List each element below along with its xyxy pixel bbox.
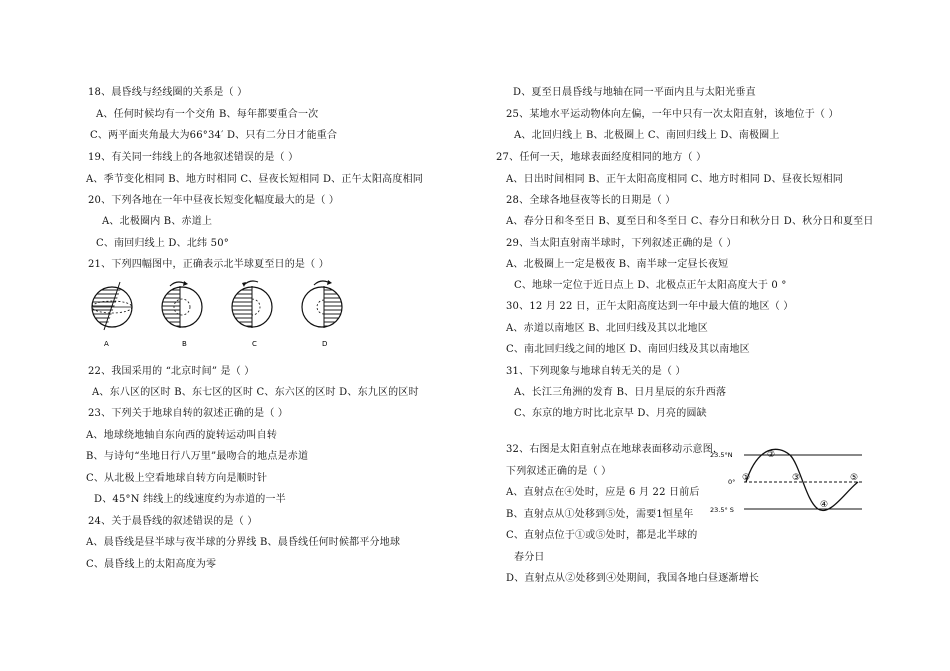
question-28-options: A、春分日和冬至日 B、夏至日和冬至日 C、春分日和秋分日 D、秋分日和夏至日 [506, 216, 874, 227]
question-29-options-ab: A、北极圈上一定是极夜 B、南半球一定昼长夜短 [506, 259, 729, 270]
question-27-options: A、日出时间相同 B、正午太阳高度相同 C、地方时相同 D、昼夜长短相同 [506, 174, 843, 185]
question-32-stem: 下列叙述正确的是（ ） [506, 466, 612, 477]
question-32-option-c-cont: 春分日 [514, 552, 545, 563]
question-22: 22、我国采用的 “北京时间” 是（ ） [88, 366, 255, 377]
point-4-label: ④ [820, 500, 829, 510]
figure-label-b: B [182, 340, 187, 348]
question-23: 23、下列关于地球自转的叙述正确的是（ ） [88, 408, 289, 419]
question-23-option-a: A、地球绕地轴自东向西的旋转运动叫自转 [86, 430, 278, 441]
latitude-north-label: 23.5°N [710, 451, 733, 459]
figure-b-globe [162, 281, 202, 330]
figure-a-globe [86, 280, 132, 340]
question-29: 29、当太阳直射南半球时，下列叙述正确的是（ ） [506, 238, 737, 249]
question-24: 24、关于晨昏线的叙述错误的是（ ） [88, 516, 258, 527]
question-25-options: A、北回归线上 B、北极圈上 C、南回归线上 D、南极圈上 [514, 130, 780, 141]
question-30-options-cd: C、南北回归线之间的地区 D、南回归线及其以南地区 [506, 344, 750, 355]
question-20-options-ab: A、北极圈内 B、赤道上 [102, 216, 213, 227]
question-32-option-a: A、直射点在④处时，应是 6 月 22 日前后 [506, 487, 700, 498]
point-3-label: ③ [792, 473, 801, 483]
question-21-figures [86, 280, 356, 348]
question-23-option-c: C、从北极上空看地球自转方向是顺时针 [86, 473, 268, 484]
question-32: 32、右图是太阳直射点在地球表面移动示意图， [506, 444, 724, 455]
question-24-option-d: D、夏至日晨昏线与地轴在同一平面内且与太阳光垂直 [513, 87, 756, 98]
question-31-options-cd: C、东京的地方时比北京早 D、月亮的圆缺 [514, 408, 707, 419]
question-32-option-b: B、直射点从①处移到⑤处，需要1恒星年 [506, 509, 694, 520]
latitude-south-label: 23.5° S [710, 506, 734, 514]
question-29-options-cd: C、地球一定位于近日点上 D、北极点正午太阳高度大于 0 ° [514, 280, 787, 291]
question-23-option-d: D、45°N 纬线上的线速度约为赤道的一半 [94, 494, 286, 505]
question-31-options-ab: A、长江三角洲的发育 B、日月星辰的东升西落 [514, 387, 727, 398]
question-20: 20、下列各地在一年中昼夜长短变化幅度最大的是（ ） [88, 195, 340, 206]
question-20-options-cd: C、南回归线上 D、北纬 50° [96, 238, 229, 249]
question-27: 27、任何一天，地球表面经度相同的地方（ ） [496, 152, 707, 163]
question-30-options-ab: A、赤道以南地区 B、北回归线及其以北地区 [506, 323, 708, 334]
figure-label-a: A [104, 340, 109, 348]
question-24-option-c: C、晨昏线上的太阳高度为零 [86, 559, 217, 570]
question-25: 25、某地水平运动物体向左偏，一年中只有一次太阳直射，该地位于（ ） [506, 109, 839, 120]
question-18: 18、晨昏线与经线圈的关系是（ ） [88, 87, 248, 98]
question-30: 30、12 月 22 日，正午太阳高度达到一年中最大值的地区（ ） [506, 301, 794, 312]
question-18-options-ab: A、任何时候均有一个交角 B、每年都要重合一次 [96, 109, 319, 120]
question-28: 28、全球各地昼夜等长的日期是（ ） [506, 195, 676, 206]
question-21: 21、下列四幅图中，正确表示北半球夏至日的是（ ） [88, 259, 329, 270]
point-5-label: ⑤ [850, 473, 859, 483]
question-24-options-ab: A、晨昏线是昼半球与夜半球的分界线 B、晨昏线任何时候都平分地球 [86, 537, 401, 548]
figure-d-globe [302, 280, 344, 330]
question-18-options-cd: C、两平面夹角最大为66°34′ D、只有二分日才能重合 [90, 130, 338, 141]
question-31: 31、下列现象与地球自转无关的是（ ） [506, 366, 686, 377]
equator-label: 0° [728, 478, 736, 486]
question-32-option-c: C、直射点位于①或⑤处时，都是北半球的 [506, 530, 698, 541]
figure-label-d: D [322, 340, 328, 348]
question-32-option-d: D、直射点从②处移到④处期间，我国各地白昼逐渐增长 [506, 573, 760, 584]
question-19: 19、有关同一纬线上的各地叙述错误的是（ ） [88, 152, 299, 163]
question-32-figure [710, 443, 870, 521]
question-19-options: A、季节变化相同 B、地方时相同 C、昼夜长短相同 D、正午太阳高度相同 [86, 174, 423, 185]
point-1-label: ① [742, 473, 751, 483]
question-23-option-b: B、与诗句“坐地日行八万里”最吻合的地点是赤道 [86, 451, 309, 462]
figure-label-c: C [252, 340, 257, 348]
figure-c-globe [232, 281, 272, 330]
point-2-label: ② [767, 450, 776, 460]
question-22-options: A、东八区的区时 B、东七区的区时 C、东六区的区时 D、东九区的区时 [92, 387, 419, 398]
